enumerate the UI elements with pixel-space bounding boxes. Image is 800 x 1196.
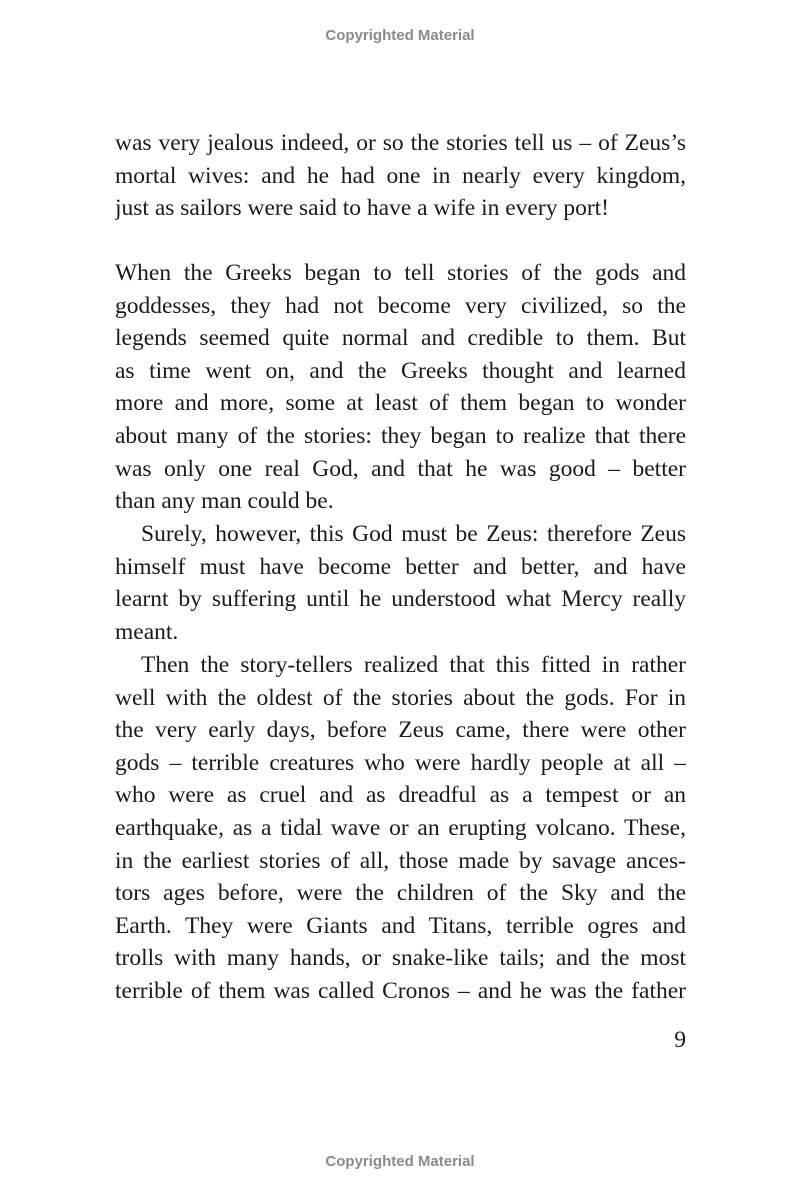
text-line: meant. [115,618,179,645]
text-line: just as sailors were said to have a wife in every port! [115,195,609,222]
copyright-header: Copyrighted Material [325,27,475,44]
text-line: the very early days, before Zeus came, there were other [115,717,686,744]
text-line: Then the story-tellers realized that this fitted in rather [141,652,686,678]
text-line: mortal wives: and he had one in nearly every kingdom, [115,162,686,189]
text-line: who were as cruel and as dreadful as a tempest or an [115,782,686,809]
text-line: than any man could be. [115,488,334,515]
text-line: earthquake, as a tidal wave or an erupting volcano. These, [115,814,686,841]
text-line: goddesses, they had not become very civilized, so the [115,292,686,319]
text-line: tors ages before, were the children of the Sky and the [115,880,686,907]
paragraph [115,257,686,518]
text-line: gods – terrible creatures who were hardly people at all – [115,749,686,776]
text-line: well with the oldest of the stories about the gods. For in [115,684,686,711]
text-line: When the Greeks began to tell stories of the gods and [115,260,686,286]
text-line: was very jealous indeed, or so the stories tell us – of Zeus’s [115,130,686,156]
text-line: Earth. They were Giants and Titans, terrible ogres and [115,912,686,939]
text-line: legends seemed quite normal and credible to them. But [115,325,686,352]
text-line: was only one real God, and that he was good – better [115,455,686,482]
text-line: about many of the stories: they began to realize that there [115,422,686,449]
text-line: more and more, some at least of them began to wonder [115,390,686,417]
paragraph [115,518,686,648]
text-line: learnt by suffering until he understood what Mercy really [115,586,686,613]
text-line: trolls with many hands, or snake-like tails; and the most [115,945,686,972]
text-line: terrible of them was called Cronos – and he was the father [115,977,686,1004]
text-line: himself must have become better and better, and have [115,553,686,580]
text-line: as time went on, and the Greeks thought and learned [115,357,686,384]
text-line: in the earliest stories of all, those made by savage ances- [115,847,686,874]
paragraph [115,127,686,225]
paragraph [115,649,686,1008]
text-line: Surely, however, this God must be Zeus: therefore Zeus [141,521,686,547]
page-number: 9 [674,1027,686,1053]
copyright-footer: Copyrighted Material [325,1153,475,1170]
